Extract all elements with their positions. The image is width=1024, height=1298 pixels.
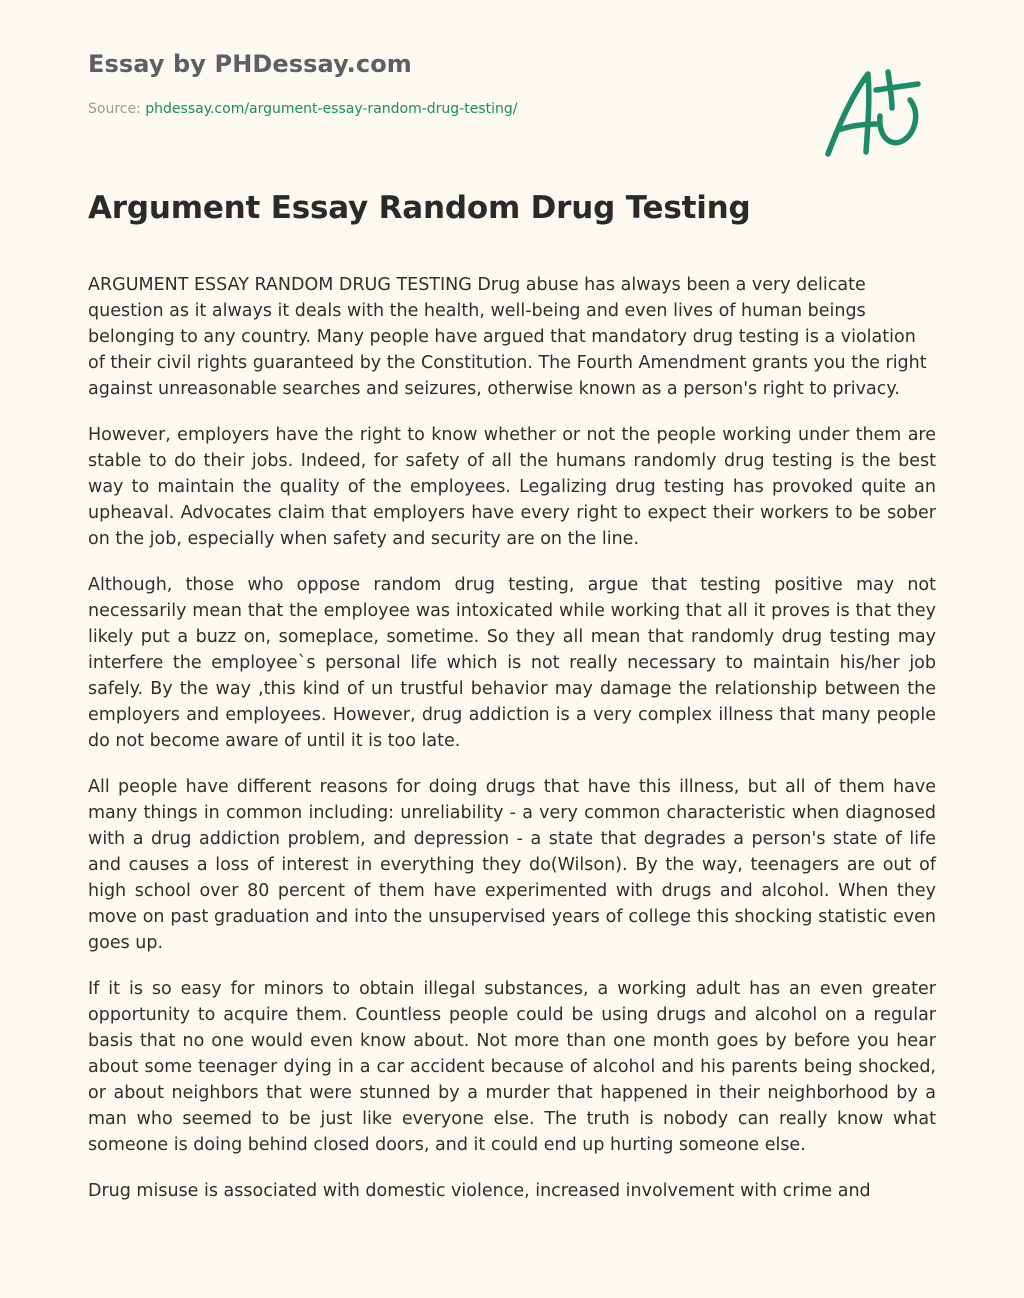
essay-paragraph: ARGUMENT ESSAY RANDOM DRUG TESTING Drug abuse has always been a very delicate question as it always it deals with the health, well-being and even lives of human beings belonging to any country. Many people have argued that mandatory drug testing is a violation of their civil rights guaranteed by the Constitution. The Fourth Amendment grants you the right against unreasonable searches and seizures, otherwise known as a person's right to privacy. [88, 275, 927, 399]
essay-paragraph: However, employers have the right to know whether or not the people working under them are stable to do their jobs. Indeed, for safety of all the humans randomly drug testing is the best way to maintain the quality of the employees. Legalizing drug testing has provoked quite an upheaval. Advocates claim that employers have every right to expect their workers to be sober on the job, especially when safety and security are on the line. [88, 425, 936, 549]
source-line [88, 101, 518, 117]
site-title: Essay by PHDessay.com [88, 50, 412, 78]
essay-body [88, 272, 936, 1224]
essay-title: Argument Essay Random Drug Testing [88, 190, 751, 226]
source-label: Source: [88, 101, 141, 117]
essay-paragraph: All people have different reasons for doing drugs that have this illness, but all of them have many things in common including: unreliability - a very common characteristic when diagnosed with a drug addiction problem, and depression - a state that degrades a person's state of life and causes a loss of interest in everything they do(Wilson). By the way, teenagers are out of high school over 80 percent of them have experimented with drugs and alcohol. When they move on past graduation and into the unsupervised years of college this shocking statistic even goes up. [88, 777, 936, 953]
essay-paragraph: Although, those who oppose random drug testing, argue that testing positive may not necessarily mean that the employee was intoxicated while working that all it proves is that they likely put a buzz on, someplace, sometime. So they all mean that randomly drug testing may interfere the employee`s personal life which is not really necessary to maintain his/her job safely. By the way ,this kind of un trustful behavior may damage the relationship between the employers and employees. However, drug addiction is a very complex illness that many people do not become aware of until it is too late. [88, 575, 936, 751]
source-link[interactable]: phdessay.com/argument-essay-random-drug-testing/ [145, 101, 518, 117]
essay-paragraph: Drug misuse is associated with domestic violence, increased involvement with crime and [88, 1181, 871, 1201]
a-plus-logo-icon [818, 62, 930, 162]
essay-paragraph: If it is so easy for minors to obtain illegal substances, a working adult has an even greater opportunity to acquire them. Countless people could be using drugs and alcohol on a regular basis that no one would even know about. Not more than one month goes by before you hear about some teenager dying in a car accident because of alcohol and his parents being shocked, or about neighbors that were stunned by a murder that happened in their neighborhood by a man who seemed to be just like everyone else. The truth is nobody can really know what someone is doing behind closed doors, and it could end up hurting someone else. [88, 979, 936, 1155]
